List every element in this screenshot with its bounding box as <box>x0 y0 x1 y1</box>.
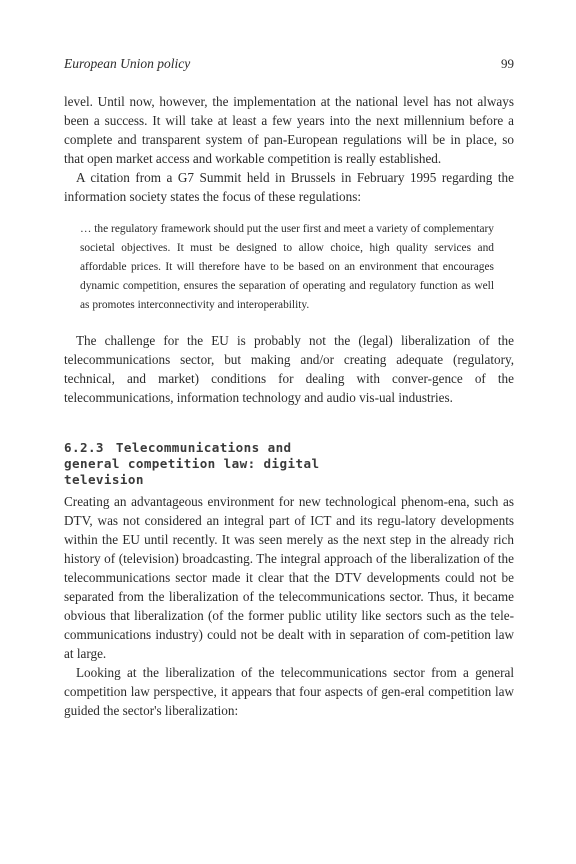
section-number: 6.2.3 <box>64 440 104 455</box>
section-title-line-1: Telecommunications and <box>115 440 292 455</box>
section-heading-line-1 <box>64 440 514 456</box>
section-heading <box>64 440 514 488</box>
block-quote-text: … the regulatory framework should put the user first and meet a variety of complementary societal objectives. It must be designed to allow choice, high quality services and affordable prices. It will therefore have to be based on an environment that encourages dynamic competition, ensures the separation of operating and regulatory function as well as promotes interconnectivity and interoperability. <box>80 223 494 311</box>
running-header <box>64 56 514 72</box>
running-title: European Union policy <box>64 56 191 71</box>
paragraph-citation-intro: A citation from a G7 Summit held in Brussels in February 1995 regarding the information society states the focus of these regulations: <box>64 170 514 204</box>
paragraph-eu-challenge: The challenge for the EU is probably not the (legal) liberalization of the telecommunications sector, but making and/or creating adequate (regulatory, technical, and market) conditions for dealing with conver-gence of the telecommunications, information technology and audio vis-ual industries. <box>64 333 514 405</box>
block-quote <box>80 220 494 315</box>
section-title-line-2: general competition law: digital <box>64 456 320 471</box>
paragraph-dtv-environment: Creating an advantageous environment for new technological phenom-ena, such as DTV, was not considered an integral part of ICT and its regu-latory developments within the EU until recently. It was seen merely as the next step in the already rich history of (television) broadcasting. The integral approach of the liberalization of the telecommunications sector made it clear that the DTV developments could not be separated from the liberalization of the telecommunications sector. Thus, it became obvious that liberalization (of the former public utility like sectors such as the tele-communications industry) could not be dealt with in separation of com-petition law at large. <box>64 494 514 661</box>
section-title-line-3: television <box>64 472 144 487</box>
paragraph-competition-law: Looking at the liberalization of the telecommunications sector from a general competition law perspective, it appears that four aspects of gen-eral competition law guided the sector's liberalization: <box>64 665 514 718</box>
paragraph-continuation: level. Until now, however, the implementation at the national level has not always been a success. It will take at least a few years into the next millennium before a complete and transparent system of pan-European regulations will be in place, so that open market access and workable competition is really established. <box>64 94 514 166</box>
book-page <box>64 56 514 720</box>
page-number: 99 <box>501 56 514 71</box>
